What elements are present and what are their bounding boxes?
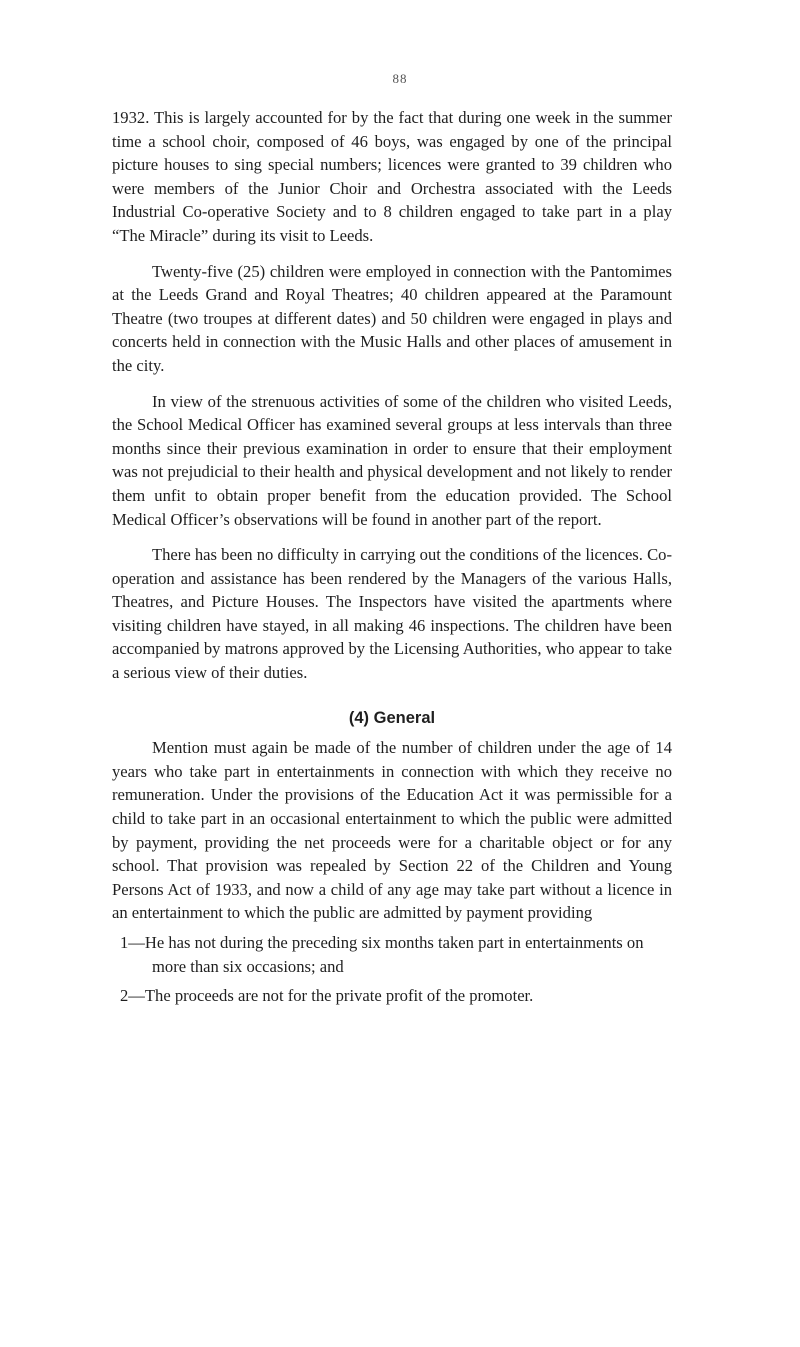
- page-body: [112, 106, 672, 1014]
- paragraph-continuation: 1932. This is largely accounted for by the fact that during one week in the summer time a school choir, composed of 46 boys, was engaged by one of the principal picture houses to sing special numbers; licences were granted to 39 children who were members of the Junior Choir and Orchestra associated with the Leeds Industrial Co-operative Society and to 8 children engaged to take part in a play “The Miracle” during its visit to Leeds.: [112, 108, 672, 245]
- paragraph-general: Mention must again be made of the number of children under the age of 14 years who take part in entertainments in connection with which they receive no remuneration. Under the provisions of the Education Act it was permissible for a child to take part in an occasional entertainment to which the public were admitted by payment, providing the net proceeds were for a charitable object or for any school. That provision was repealed by Section 22 of the Children and Young Persons Act of 1933, and now a child of any age may take part without a licence in an entertainment to which the public are admitted by payment providing: [112, 738, 672, 923]
- section-heading-general: (4) General: [348, 708, 436, 727]
- paragraph-medical-examination: In view of the strenuous activities of some of the children who visited Leeds, the School Medical Officer has examined several groups at less intervals than three months since their previous examination in order to ensure that their employment was not prejudicial to their health and physical development and not likely to render them unfit to obtain proper benefit from the education provided. The School Medical Officer’s observations will be found in another part of the report.: [112, 391, 672, 529]
- page-number: 88: [392, 71, 408, 86]
- list-item: 1—He has not during the preceding six months taken part in entertainments on more than six occasions; and: [120, 933, 644, 976]
- conditions-list: [112, 931, 672, 1008]
- paragraph-licence-conditions: There has been no difficulty in carrying out the conditions of the licences. Co-operation and assistance has been rendered by the Managers of the various Halls, Theatres, and Picture Houses. The Inspectors have visited the apartments where visiting children have stayed, in all making 46 inspections. The children have been accompanied by matrons approved by the Licensing Authorities, who appear to take a serious view of their duties.: [112, 545, 672, 683]
- paragraph-pantomimes: Twenty-five (25) children were employed in connection with the Pantomimes at the Leeds Grand and Royal Theatres; 40 children appeared at the Paramount Theatre (two troupes at different dates) and 50 children were engaged in plays and concerts held in connection with the Music Halls and other places of amusement in the city.: [112, 261, 672, 375]
- list-item: 2—The proceeds are not for the private profit of the promoter.: [120, 986, 534, 1006]
